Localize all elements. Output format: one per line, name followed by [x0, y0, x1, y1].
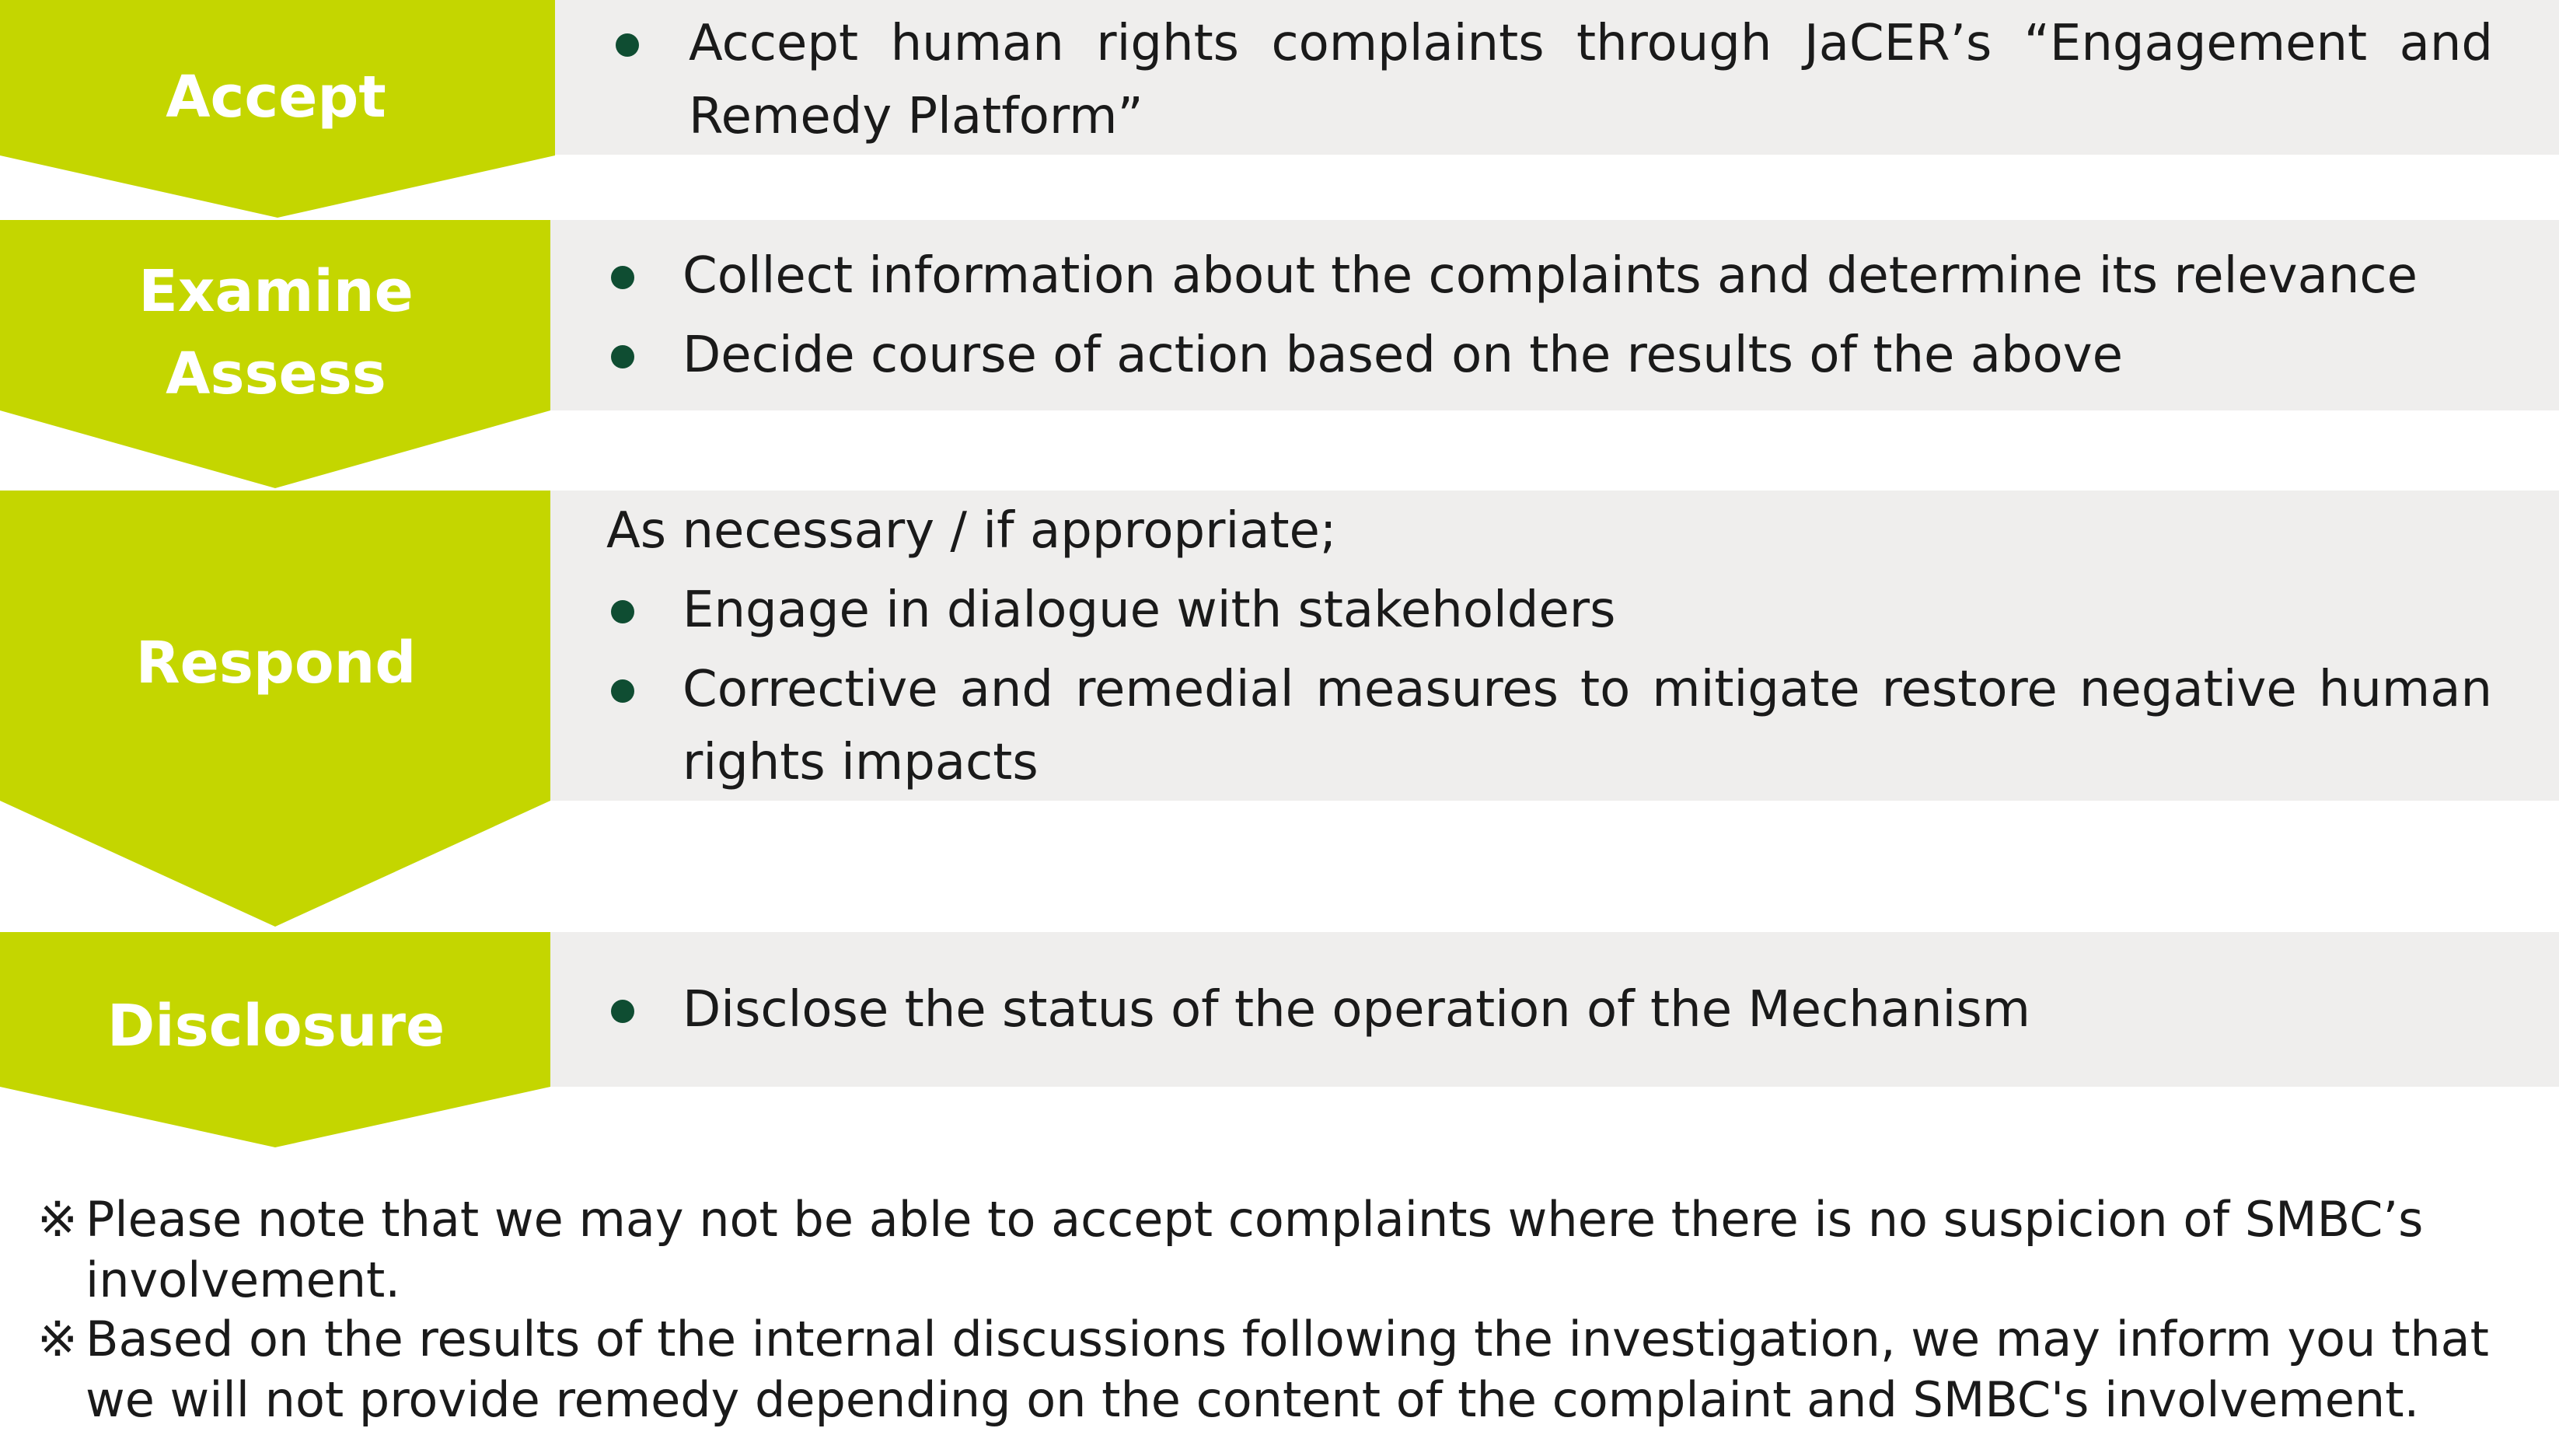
respond-intro: As necessary / if appropriate; — [606, 502, 1337, 560]
stage-label-assess: Assess — [166, 340, 386, 407]
chevron-respond — [0, 491, 550, 927]
disclosure-item-1-text: Disclose the status of the operation of the Mechanism — [683, 981, 2030, 1039]
accept-item-1 — [616, 7, 2493, 153]
reference-mark-icon: ※ — [37, 1191, 78, 1248]
examine-item-2-text: Decide course of action based on the results of the above — [683, 326, 2123, 384]
stage-label-respond: Respond — [135, 630, 417, 697]
respond-item-2-text: Corrective and remedial measures to mitigate restore negative human rights impacts — [683, 661, 2492, 791]
footnote-1 — [37, 1189, 2525, 1311]
examine-item-1-text: Collect information about the complaints and determine its relevance — [683, 247, 2418, 305]
bullet-icon — [611, 266, 634, 289]
footnote-1-text: Please note that we may not be able to accept complaints where there is no suspicion of SMBC’s involvement. — [86, 1191, 2424, 1308]
reference-mark-icon: ※ — [37, 1311, 78, 1367]
accept-item-1-text: Accept human rights complaints through JaCER’s “Engagement and Remedy Platform” — [689, 15, 2493, 145]
respond-item-1 — [611, 574, 2492, 647]
bullet-icon — [611, 1000, 634, 1023]
stage-label-disclosure: Disclosure — [106, 993, 445, 1060]
bullet-icon — [611, 345, 634, 368]
bullet-icon — [616, 33, 639, 57]
footnote-2 — [37, 1309, 2525, 1430]
examine-item-2 — [611, 319, 2500, 392]
examine-item-1 — [611, 239, 2500, 312]
disclosure-item-1 — [611, 973, 2500, 1046]
bullet-icon — [611, 679, 634, 703]
respond-item-2 — [611, 653, 2492, 799]
respond-item-1-text: Engage in dialogue with stakeholders — [683, 581, 1616, 639]
footnote-2-text: Based on the results of the internal discussions following the investigation, we may inform you that we will not provide remedy depending on the content of the complaint and SMBC's involvement. — [86, 1311, 2489, 1428]
stage-label-examine: Examine — [138, 258, 414, 325]
stage-label-accept: Accept — [166, 64, 386, 131]
bullet-icon — [611, 600, 634, 623]
